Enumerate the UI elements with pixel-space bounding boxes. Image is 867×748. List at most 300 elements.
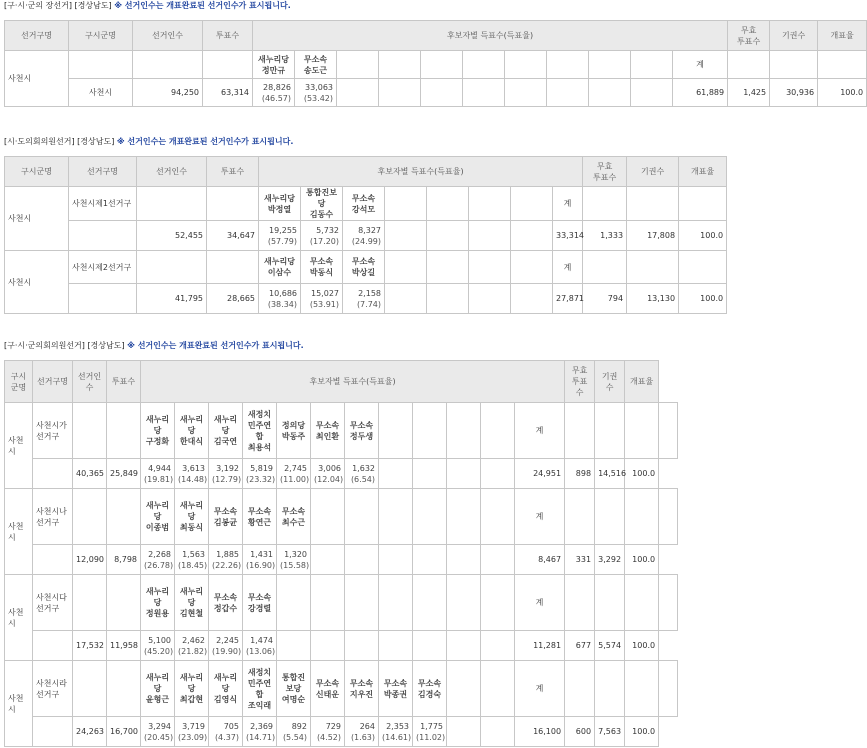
candidate-name-text: 최수근: [281, 517, 306, 527]
candidate-votes: [175, 545, 209, 575]
spacer: [0, 148, 727, 156]
candidate-name-text: 최갑현: [179, 695, 204, 704]
cell-empty: [107, 575, 141, 631]
candidate-votes: [209, 717, 243, 747]
cell-empty: [631, 79, 673, 107]
candidate-votes: [413, 717, 447, 747]
cell-electors: 24,263: [73, 717, 107, 747]
candidate-name: [209, 575, 243, 631]
cell-empty: [69, 221, 137, 251]
vote-count: 3,192: [216, 463, 239, 473]
candidate-name-text: 최인환: [315, 431, 340, 441]
cell-empty: [659, 489, 678, 545]
vote-row: [5, 459, 678, 489]
cell-empty: [379, 403, 413, 459]
cell-empty: [481, 403, 515, 459]
candidate-name: [141, 661, 175, 717]
header-district: 선거구명: [33, 361, 73, 403]
header-votes: 투표수: [203, 21, 253, 51]
cell-empty: [33, 717, 73, 747]
cell-empty: [447, 661, 481, 717]
candidate-name-text: 박동주: [281, 431, 306, 441]
candidate-row: [5, 661, 678, 717]
candidate-party: 새누리당: [213, 415, 238, 435]
cell-empty: [481, 661, 515, 717]
candidate-row: [5, 187, 727, 221]
candidate-name-text: 정만규: [261, 65, 286, 75]
cell-empty: [481, 545, 515, 575]
candidate-party: 통합진보당: [306, 188, 337, 208]
heading-note: ※ 선거인수는 개표완료된 선거인수가 표시됩니다.: [127, 341, 304, 350]
vote-count: 33,063: [305, 82, 333, 92]
header-district: 선거구명: [5, 21, 69, 51]
candidate-name: [259, 187, 301, 221]
candidate-name-text: 김현철: [179, 609, 204, 618]
cell-gu: 사천시: [69, 79, 133, 107]
candidate-name-text: 구정화: [145, 437, 170, 446]
candidate-name: [175, 661, 209, 717]
cell-votes: 11,958: [107, 631, 141, 661]
candidate-name-text: 정원용: [145, 609, 170, 618]
candidate-party: 통합진보당: [281, 673, 306, 693]
total-label: 계: [515, 575, 565, 631]
cell-empty: [447, 575, 481, 631]
candidate-party: 새누리당: [264, 193, 295, 203]
vote-percent: (22.26): [212, 560, 242, 570]
candidate-name: [253, 51, 295, 79]
cell-empty: [421, 51, 463, 79]
vote-percent: (13.06): [246, 646, 276, 656]
header-gu: 구시군명: [69, 21, 133, 51]
cell-district: 사천시제2선거구: [69, 251, 137, 284]
spacer: [0, 12, 867, 20]
vote-count: 2,268: [148, 549, 171, 559]
cell-empty: [463, 79, 505, 107]
cell-votes: 34,647: [207, 221, 259, 251]
candidate-name-text: 박상길: [351, 268, 376, 277]
candidate-name: [141, 489, 175, 545]
cell-empty: [69, 51, 133, 79]
cell-empty: [625, 661, 659, 717]
candidate-name-text: 신태운: [315, 689, 340, 699]
council-results-table: [4, 360, 678, 747]
cell-electors: 52,455: [137, 221, 207, 251]
cell-empty: [505, 79, 547, 107]
cell-empty: [583, 187, 627, 221]
cell-empty: [413, 575, 447, 631]
heading-scope: [시·도의회의원선거]: [4, 137, 75, 146]
header-gu: 구시군명: [5, 361, 33, 403]
candidate-party: 무소속: [315, 420, 340, 430]
cell-gu: 사천시: [5, 575, 33, 661]
candidate-name: [243, 403, 277, 459]
candidate-votes: [209, 459, 243, 489]
cell-empty: [73, 661, 107, 717]
candidate-party: 무소속: [247, 506, 272, 516]
candidate-name: [413, 661, 447, 717]
cell-empty: [583, 251, 627, 284]
cell-empty: [379, 79, 421, 107]
candidate-name-text: 송도근: [303, 65, 328, 75]
cell-empty: [481, 631, 515, 661]
heading-note: ※ 선거인수는 개표완료된 선거인수가 표시됩니다.: [116, 137, 294, 146]
cell-empty: [345, 631, 379, 661]
cell-empty: [33, 545, 73, 575]
cell-empty: [625, 489, 659, 545]
candidate-name-text: 정갑수: [213, 603, 238, 613]
cell-empty: [69, 284, 137, 314]
cell-empty: [547, 51, 589, 79]
cell-electors: 17,532: [73, 631, 107, 661]
candidate-name-text: 이삼수: [267, 268, 292, 277]
section-mayor: [0, 0, 867, 107]
spacer: [0, 352, 678, 360]
vote-count: 892: [291, 721, 307, 731]
candidate-name: [175, 403, 209, 459]
candidate-votes: [301, 221, 343, 251]
cell-abstain: 5,574: [595, 631, 625, 661]
header-invalid: 무효 투표수: [583, 157, 627, 187]
cell-empty: [385, 221, 427, 251]
cell-invalid: 1,333: [583, 221, 627, 251]
cell-empty: [565, 575, 595, 631]
cell-empty: [463, 51, 505, 79]
candidate-votes: [253, 79, 295, 107]
cell-district: 사천시제1선거구: [69, 187, 137, 221]
heading-region: [경상남도]: [77, 137, 115, 146]
candidate-votes: [277, 459, 311, 489]
candidate-votes: [209, 631, 243, 661]
header-row: [5, 157, 727, 187]
provincial-results-table: [4, 156, 727, 314]
cell-invalid: 794: [583, 284, 627, 314]
total-label: 계: [673, 51, 728, 79]
vote-count: 2,369: [250, 721, 273, 731]
candidate-votes: [243, 459, 277, 489]
candidate-name-text: 최용석: [247, 442, 272, 452]
cell-votes: 25,849: [107, 459, 141, 489]
cell-empty: [413, 489, 447, 545]
cell-empty: [379, 51, 421, 79]
header-row: [5, 21, 867, 51]
candidate-party: 새누리당: [179, 587, 204, 607]
vote-count: 3,294: [148, 721, 171, 731]
candidate-name-text: 지우진: [349, 689, 374, 699]
candidate-name: [243, 489, 277, 545]
vote-percent: (23.09): [178, 732, 208, 742]
cell-empty: [565, 661, 595, 717]
cell-empty: [345, 575, 379, 631]
candidate-name: [277, 661, 311, 717]
total-label: 계: [515, 403, 565, 459]
vote-count: 1,775: [420, 721, 443, 731]
candidate-votes: [141, 631, 175, 661]
candidate-name-text: 김동수: [309, 210, 334, 219]
vote-percent: (14.48): [178, 474, 208, 484]
heading-note: ※ 선거인수는 개표완료된 선거인수가 표시됩니다.: [114, 1, 291, 10]
vote-count: 4,944: [148, 463, 171, 473]
cell-empty: [133, 51, 203, 79]
cell-abstain: 14,516: [595, 459, 625, 489]
vote-count: 2,353: [386, 721, 409, 731]
vote-percent: (57.79): [267, 236, 297, 246]
vote-percent: (4.37): [214, 732, 239, 742]
vote-percent: (20.45): [144, 732, 174, 742]
candidate-votes: [343, 284, 385, 314]
candidate-name-text: 박동식: [309, 268, 334, 277]
cell-votes: 8,798: [107, 545, 141, 575]
vote-count: 729: [325, 721, 341, 731]
header-electors: 선거인수: [133, 21, 203, 51]
vote-row: [5, 221, 727, 251]
cell-empty: [627, 187, 679, 221]
cell-electors: 40,365: [73, 459, 107, 489]
cell-empty: [427, 187, 469, 221]
candidate-name: [243, 575, 277, 631]
candidate-party: 새누리당: [145, 587, 170, 607]
candidate-name-text: 김국연: [213, 437, 238, 446]
candidate-name: [259, 251, 301, 284]
candidate-party: 새정치민주연합: [247, 409, 272, 441]
candidate-votes: [243, 631, 277, 661]
cell-rate: 100.0: [625, 545, 659, 575]
cell-empty: [33, 459, 73, 489]
total-label: 계: [515, 489, 565, 545]
vote-percent: (21.82): [178, 646, 208, 656]
cell-empty: [770, 51, 818, 79]
candidate-party: 새누리당: [258, 54, 289, 64]
header-candidates: 후보자별 득표수(득표율): [141, 361, 565, 403]
cell-invalid: 898: [565, 459, 595, 489]
cell-votes: 63,314: [203, 79, 253, 107]
header-votes: 투표수: [107, 361, 141, 403]
candidate-party: 무소속: [383, 678, 408, 688]
cell-empty: [627, 251, 679, 284]
candidate-name-text: 조익래: [247, 700, 272, 710]
candidate-votes: [345, 459, 379, 489]
vote-count: 19,255: [269, 225, 297, 235]
candidate-votes: [259, 221, 301, 251]
cell-gu: 사천시: [5, 187, 69, 251]
cell-rate: 100.0: [625, 717, 659, 747]
cell-electors: 41,795: [137, 284, 207, 314]
total-label: 계: [553, 187, 583, 221]
vote-count: 2,245: [216, 635, 239, 645]
cell-total: 61,889: [673, 79, 728, 107]
cell-empty: [413, 545, 447, 575]
vote-percent: (16.90): [246, 560, 276, 570]
vote-count: 8,327: [358, 225, 381, 235]
section-heading: [0, 136, 727, 148]
cell-abstain: 30,936: [770, 79, 818, 107]
candidate-votes: [345, 717, 379, 747]
candidate-name: [175, 575, 209, 631]
candidate-name: [141, 403, 175, 459]
cell-empty: [137, 251, 207, 284]
cell-empty: [547, 79, 589, 107]
candidate-name: [209, 489, 243, 545]
vote-count: 3,719: [182, 721, 205, 731]
vote-percent: (4.52): [316, 732, 341, 742]
cell-rate: 100.0: [679, 284, 727, 314]
candidate-row: [5, 251, 727, 284]
vote-percent: (11.00): [280, 474, 310, 484]
candidate-party: 무소속: [247, 592, 272, 602]
candidate-name-text: 최동식: [179, 523, 204, 532]
vote-count: 1,431: [250, 549, 273, 559]
vote-row: [5, 717, 678, 747]
cell-empty: [73, 575, 107, 631]
vote-percent: (38.34): [267, 299, 297, 309]
cell-empty: [107, 661, 141, 717]
vote-percent: (45.20): [144, 646, 174, 656]
candidate-party: 새정치민주연합: [247, 667, 272, 699]
vote-count: 1,474: [250, 635, 273, 645]
candidate-name: [209, 403, 243, 459]
candidate-name: [343, 187, 385, 221]
cell-abstain: 7,563: [595, 717, 625, 747]
cell-empty: [447, 631, 481, 661]
candidate-name-text: 김영식: [213, 695, 238, 704]
cell-empty: [565, 489, 595, 545]
cell-empty: [595, 403, 625, 459]
vote-row: [5, 631, 678, 661]
vote-count: 1,632: [352, 463, 375, 473]
cell-empty: [481, 575, 515, 631]
candidate-party: 무소속: [213, 506, 238, 516]
cell-empty: [311, 545, 345, 575]
candidate-name: [175, 489, 209, 545]
heading-region: [경상남도]: [74, 1, 112, 10]
cell-empty: [277, 631, 311, 661]
cell-empty: [33, 631, 73, 661]
cell-district: 사천시가선거구: [33, 403, 73, 459]
cell-empty: [385, 187, 427, 221]
header-district: 선거구명: [69, 157, 137, 187]
cell-gu: 사천시: [5, 489, 33, 575]
total-label: 계: [553, 251, 583, 284]
candidate-votes: [243, 545, 277, 575]
cell-empty: [481, 489, 515, 545]
candidate-name-text: 강경렬: [247, 603, 272, 613]
section-provincial: [0, 136, 727, 314]
cell-gu: 사천시: [5, 403, 33, 489]
cell-total: 24,951: [515, 459, 565, 489]
vote-count: 2,158: [358, 288, 381, 298]
cell-empty: [625, 575, 659, 631]
vote-count: 2,745: [284, 463, 307, 473]
cell-empty: [589, 79, 631, 107]
header-gu: 구시군명: [5, 157, 69, 187]
candidate-party: 무소속: [303, 54, 328, 64]
cell-district: 사천시라선거구: [33, 661, 73, 717]
candidate-party: 새누리당: [179, 673, 204, 693]
cell-empty: [447, 717, 481, 747]
candidate-row: [5, 575, 678, 631]
candidate-votes: [379, 717, 413, 747]
cell-empty: [379, 545, 413, 575]
total-label: 계: [515, 661, 565, 717]
vote-row: [5, 79, 867, 107]
header-abstain: 기권수: [770, 21, 818, 51]
cell-empty: [73, 489, 107, 545]
header-invalid: 무효 투표수: [728, 21, 770, 51]
cell-empty: [505, 51, 547, 79]
vote-percent: (53.42): [303, 93, 333, 103]
candidate-name: [277, 403, 311, 459]
cell-district: 사천시다선거구: [33, 575, 73, 631]
cell-empty: [631, 51, 673, 79]
candidate-name: [311, 661, 345, 717]
vote-percent: (46.57): [261, 93, 291, 103]
candidate-name: [301, 187, 343, 221]
candidate-votes: [209, 545, 243, 575]
candidate-name-text: 윤형근: [145, 695, 170, 704]
candidate-name-text: 김봉균: [213, 517, 238, 527]
vote-percent: (23.32): [246, 474, 276, 484]
vote-percent: (19.81): [144, 474, 174, 484]
candidate-name: [209, 661, 243, 717]
candidate-name: [301, 251, 343, 284]
vote-percent: (1.63): [350, 732, 375, 742]
cell-empty: [595, 489, 625, 545]
cell-abstain: 13,130: [627, 284, 679, 314]
cell-empty: [469, 187, 511, 221]
cell-empty: [511, 187, 553, 221]
cell-empty: [427, 221, 469, 251]
header-abstain: 기권수: [595, 361, 625, 403]
candidate-votes: [141, 545, 175, 575]
vote-percent: (18.45): [178, 560, 208, 570]
candidate-votes: [343, 221, 385, 251]
cell-gu: 사천시: [5, 661, 33, 747]
candidate-name-text: 박정열: [267, 204, 292, 214]
header-rate: 개표율: [679, 157, 727, 187]
cell-empty: [728, 51, 770, 79]
cell-empty: [511, 251, 553, 284]
vote-percent: (26.78): [144, 560, 174, 570]
vote-row: [5, 545, 678, 575]
candidate-votes: [311, 459, 345, 489]
candidate-party: 무소속: [351, 257, 376, 266]
candidate-party: 새누리당: [145, 673, 170, 693]
cell-empty: [413, 459, 447, 489]
cell-invalid: 600: [565, 717, 595, 747]
cell-total: 16,100: [515, 717, 565, 747]
candidate-name-text: 황연근: [247, 517, 272, 527]
candidate-party: 무소속: [281, 506, 306, 516]
vote-count: 10,686: [269, 288, 297, 298]
candidate-name: [343, 251, 385, 284]
candidate-votes: [311, 717, 345, 747]
cell-votes: 28,665: [207, 284, 259, 314]
section-heading: [0, 340, 678, 352]
candidate-party: 무소속: [349, 420, 374, 430]
vote-count: 28,826: [263, 82, 291, 92]
candidate-votes: [295, 79, 337, 107]
cell-empty: [207, 251, 259, 284]
cell-empty: [595, 661, 625, 717]
cell-empty: [345, 489, 379, 545]
candidate-name-text: 강석모: [351, 204, 376, 214]
cell-empty: [311, 489, 345, 545]
cell-empty: [379, 575, 413, 631]
cell-district: 사천시나선거구: [33, 489, 73, 545]
cell-empty: [413, 403, 447, 459]
header-candidates: 후보자별 득표수(득표율): [259, 157, 583, 187]
cell-total: 8,467: [515, 545, 565, 575]
vote-percent: (6.54): [350, 474, 375, 484]
